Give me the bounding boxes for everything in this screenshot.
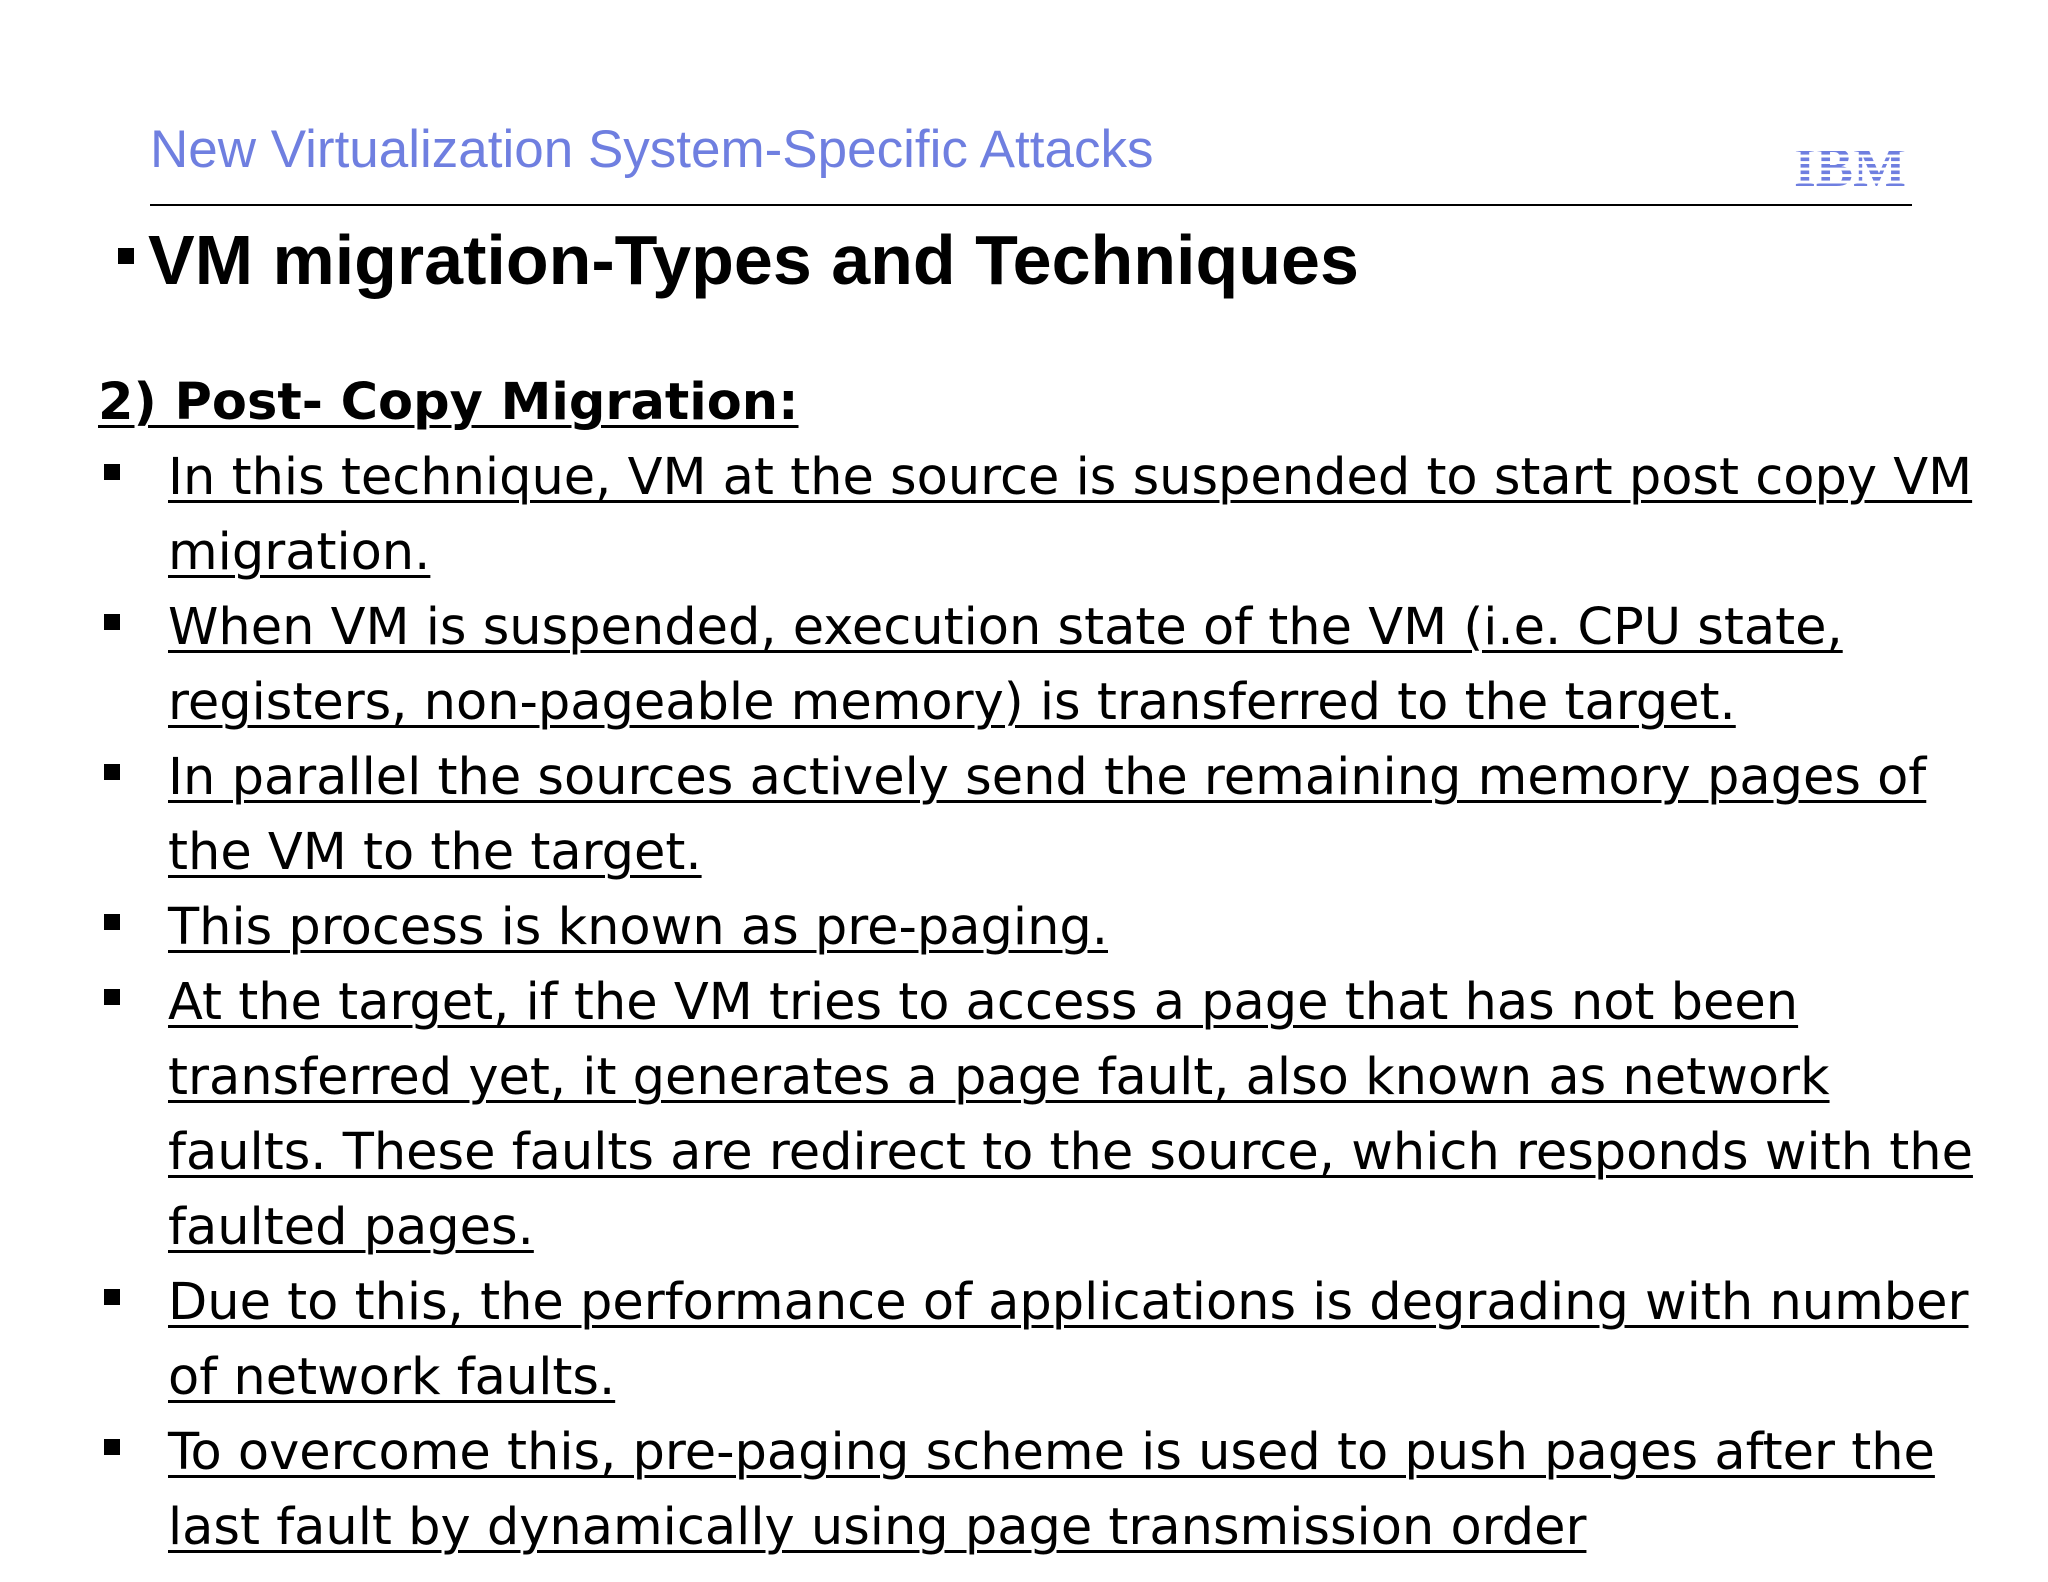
- list-item: [98, 1415, 1988, 1565]
- ibm-logo-icon: [1790, 138, 1910, 190]
- square-bullet-icon: [104, 1439, 120, 1455]
- list-item: [98, 590, 1988, 740]
- ibm-logo-text: IBM: [1794, 138, 1906, 190]
- slide-subtitle-text: VM migration-Types and Techniques: [148, 221, 1359, 299]
- square-bullet-icon: [104, 1289, 120, 1305]
- list-item: [98, 740, 1988, 890]
- bullet-list: [98, 440, 1988, 1565]
- square-bullet-icon: [104, 914, 120, 930]
- bullet-text: When VM is suspended, execution state of the VM (i.e. CPU state, registers, non-pageable memory) is transferred to the target.: [168, 598, 1843, 732]
- square-bullet-icon: [104, 464, 120, 480]
- bullet-text: In this technique, VM at the source is suspended to start post copy VM migration.: [168, 448, 1973, 582]
- bullet-text: At the target, if the VM tries to access a page that has not been transferred yet, it generates a page fault, also known as network faults. These faults are redirect to the source, which responds with the faulted pages.: [168, 973, 1973, 1257]
- square-bullet-icon: [104, 614, 120, 630]
- bullet-text: To overcome this, pre-paging scheme is used to push pages after the last fault by dynamically using page transmission order: [168, 1423, 1935, 1557]
- list-item: [98, 1265, 1988, 1415]
- square-bullet-icon: [118, 248, 134, 264]
- header-divider: [150, 204, 1912, 206]
- bullet-text: Due to this, the performance of applications is degrading with number of network faults.: [168, 1273, 1969, 1407]
- bullet-text: In parallel the sources actively send the remaining memory pages of the VM to the target.: [168, 748, 1927, 882]
- slide-header-title: New Virtualization System-Specific Attacks: [150, 120, 1154, 179]
- list-item: [98, 965, 1988, 1265]
- square-bullet-icon: [104, 989, 120, 1005]
- square-bullet-icon: [104, 764, 120, 780]
- section-heading: 2) Post- Copy Migration:: [98, 373, 799, 432]
- slide-subtitle: [118, 218, 1359, 302]
- bullet-text: This process is known as pre-paging.: [168, 898, 1108, 957]
- slide-body: [98, 366, 1988, 1565]
- list-item: [98, 890, 1988, 965]
- list-item: [98, 440, 1988, 590]
